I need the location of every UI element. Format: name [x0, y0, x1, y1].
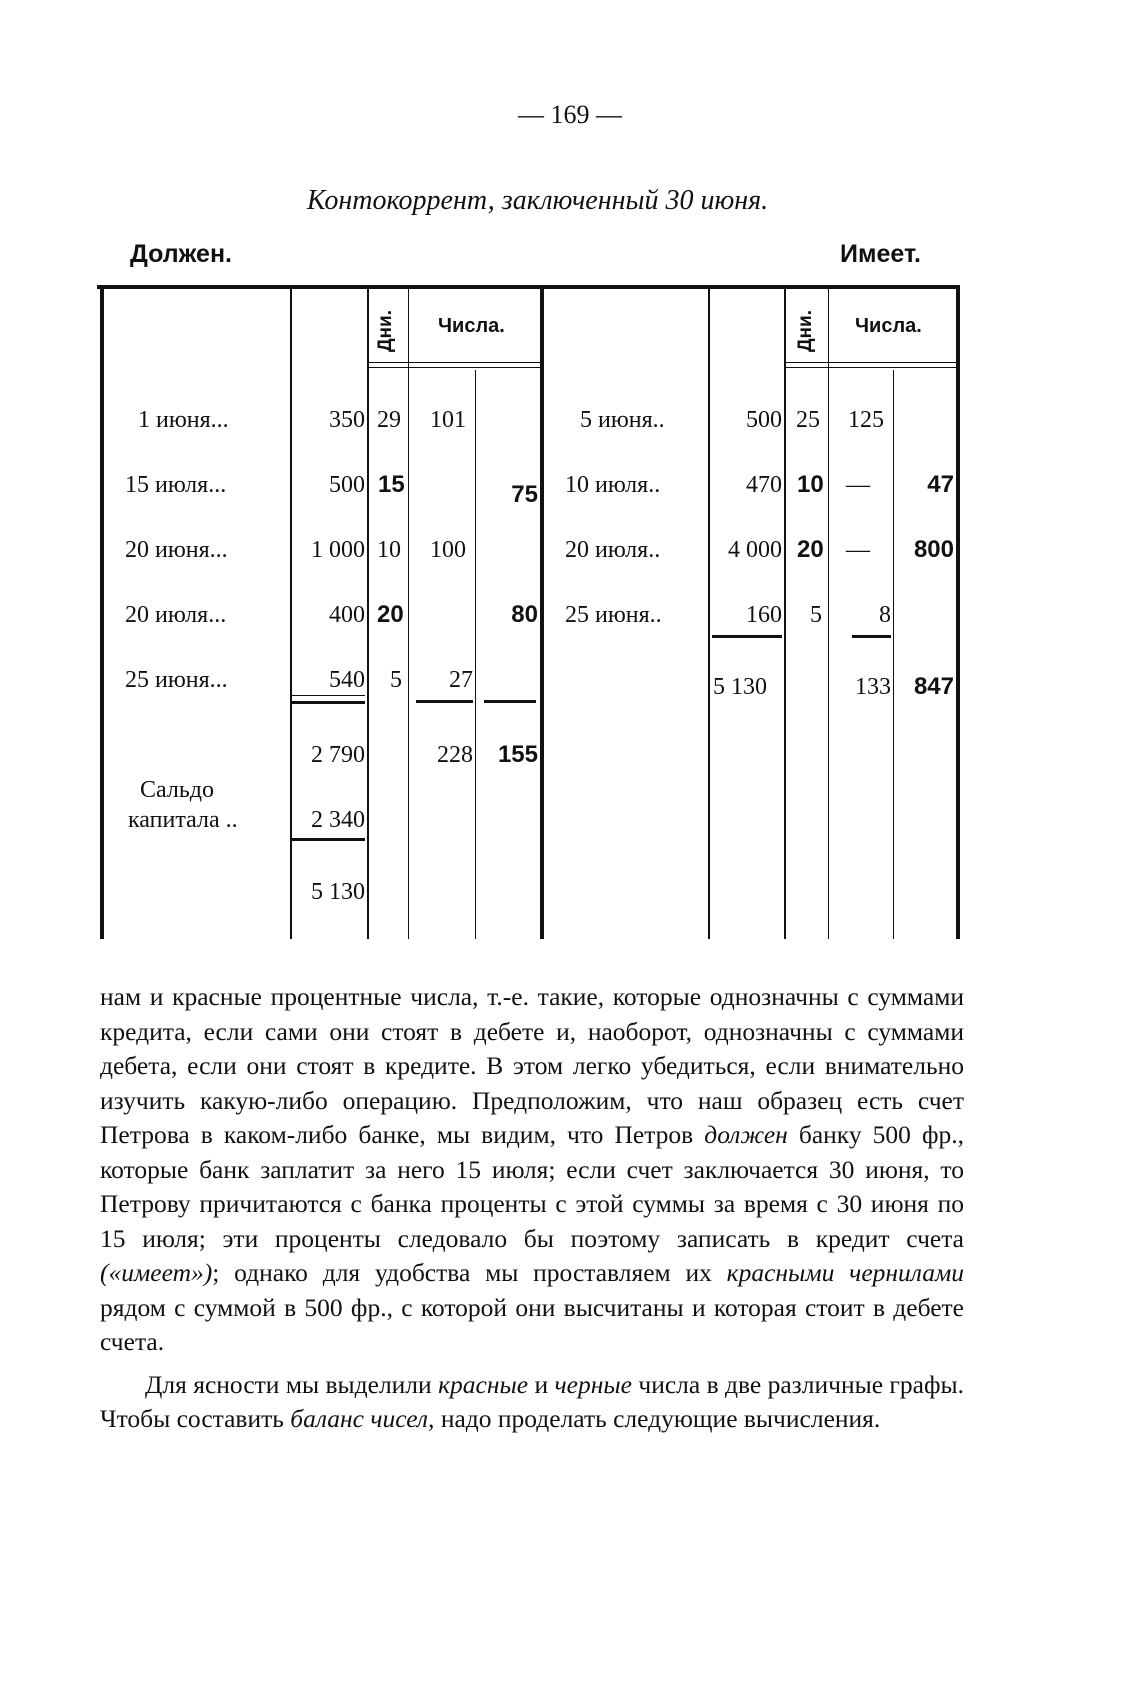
debit-row-2-days: 15	[378, 471, 405, 498]
credit-row-3-amount: 4 000	[728, 537, 782, 563]
credit-row-4-days: 5	[810, 602, 822, 628]
saldo-amount: 2 340	[311, 807, 365, 833]
debit-row-3-date: 20 июня...	[125, 537, 228, 563]
credit-row-3-date: 20 июля..	[565, 537, 661, 563]
debit-row-1-date: 1 июня...	[138, 407, 229, 433]
debit-row-5-days: 5	[390, 667, 402, 693]
debit-row-2-amount: 500	[329, 472, 365, 498]
debit-subtotal-amount: 2 790	[311, 742, 365, 768]
left-border	[100, 289, 104, 939]
paragraph-1: нам и красные процентные числа, т.-е. такие, которые однозначны с суммами кредита, если сами они стоят в дебете и, наоборот, однозначны с суммами дебета, если они стоят в кредите. В этом легко убедиться, если внимательно изучить какую-либо операцию. Предположим, что наш образец есть счет Петрова в каком-либо банке, мы видим, что Петров должен банку 500 фр., которые банк заплатит за него 15 июля; если счет заключается 30 июня, то Петрову причитаются с банка проценты с этой суммы за время с 30 июня по 15 июля; эти проценты следовало бы поэтому записать в кредит счета («имеет»); однако для удобства мы проставляем их красными чернилами рядом с суммой в 500 фр., с которой они высчитаны и которая стоит в дебете счета.	[100, 982, 964, 1356]
credit-row-1-date: 5 июня..	[580, 407, 665, 433]
table-title: Контокоррент, заключенный 30 июня.	[306, 185, 769, 216]
credit-row-4-date: 25 июня..	[565, 602, 662, 628]
credit-black-underline	[852, 635, 891, 638]
credit-row-2-black: —	[846, 472, 870, 498]
debit-row-4-red: 80	[511, 601, 538, 628]
debit-amount-underline-2	[292, 701, 365, 704]
debit-black-right	[475, 370, 476, 939]
credit-row-4-amount: 160	[746, 602, 782, 628]
debit-row-2-date: 15 июля...	[125, 472, 227, 498]
center-divider	[540, 289, 544, 939]
debit-row-3-days: 10	[377, 537, 401, 563]
credit-numbers-header: Числа.	[855, 315, 922, 337]
right-border	[956, 289, 960, 939]
debit-row-2-red: 75	[511, 481, 538, 508]
credit-days-right	[828, 289, 829, 939]
credit-total-black: 133	[855, 674, 891, 700]
credit-row-2-amount: 470	[746, 472, 782, 498]
credit-row-3-black: —	[846, 537, 870, 563]
debit-row-5-black: 27	[449, 667, 473, 693]
credit-header-rule-1	[786, 362, 956, 363]
debit-row-3-amount: 1 000	[311, 537, 365, 563]
credit-row-1-days: 25	[796, 407, 820, 433]
credit-row-1-black: 125	[848, 407, 884, 433]
debit-header-rule-2	[369, 367, 540, 368]
debit-total-amount: 5 130	[311, 879, 365, 905]
debit-numbers-header: Числа.	[438, 315, 505, 337]
debit-black-underline	[416, 700, 473, 703]
debit-row-4-days: 20	[377, 601, 404, 628]
debit-header-rule-1	[369, 362, 540, 363]
page-number: — 169 —	[518, 100, 622, 129]
credit-header-rule-2	[786, 367, 956, 368]
credit-row-4-black: 8	[879, 602, 891, 628]
credit-amount-right	[784, 289, 786, 939]
body-text	[100, 980, 964, 1445]
debit-row-3-black: 100	[430, 537, 466, 563]
debit-row-4-amount: 400	[329, 602, 365, 628]
credit-row-3-days: 20	[797, 536, 824, 563]
debit-subtotal-black: 228	[437, 742, 473, 768]
credit-row-2-days: 10	[797, 471, 824, 498]
credit-row-1-amount: 500	[746, 407, 782, 433]
debit-row-4-date: 20 июля...	[125, 602, 227, 628]
debit-red-underline	[484, 700, 536, 703]
debit-amount-right	[367, 289, 369, 939]
debit-row-1-amount: 350	[329, 407, 365, 433]
saldo-label-line-1: Сальдо	[140, 777, 215, 803]
debit-days-header: Дни.	[375, 310, 396, 352]
credit-row-3-red: 800	[913, 536, 954, 563]
top-rule	[97, 285, 960, 289]
credit-total-amount: 5 130	[713, 674, 767, 700]
debit-row-5-date: 25 июня...	[125, 667, 228, 693]
paragraph-2: Для ясности мы выделили красные и черные числа в две различные графы. Чтобы составить баланс чисел, надо проделать следующие вычисления.	[100, 1369, 964, 1433]
credit-row-2-red: 47	[927, 471, 954, 498]
credit-black-right	[893, 370, 894, 939]
saldo-label-line-2: капитала ..	[128, 807, 238, 833]
debit-amount-underline-1	[292, 695, 365, 696]
debit-header: Должен.	[130, 240, 232, 268]
debit-row-5-amount: 540	[329, 667, 365, 693]
credit-header: Имеет.	[840, 240, 921, 268]
credit-amount-underline	[712, 635, 782, 638]
credit-total-red: 847	[913, 673, 954, 700]
saldo-underline	[292, 838, 365, 841]
debit-row-1-black: 101	[430, 407, 466, 433]
debit-subtotal-red: 155	[497, 741, 538, 768]
credit-days-header: Дни.	[795, 310, 816, 352]
debit-row-1-days: 29	[377, 407, 401, 433]
credit-row-2-date: 10 июля..	[565, 472, 661, 498]
debit-days-right	[408, 289, 409, 939]
